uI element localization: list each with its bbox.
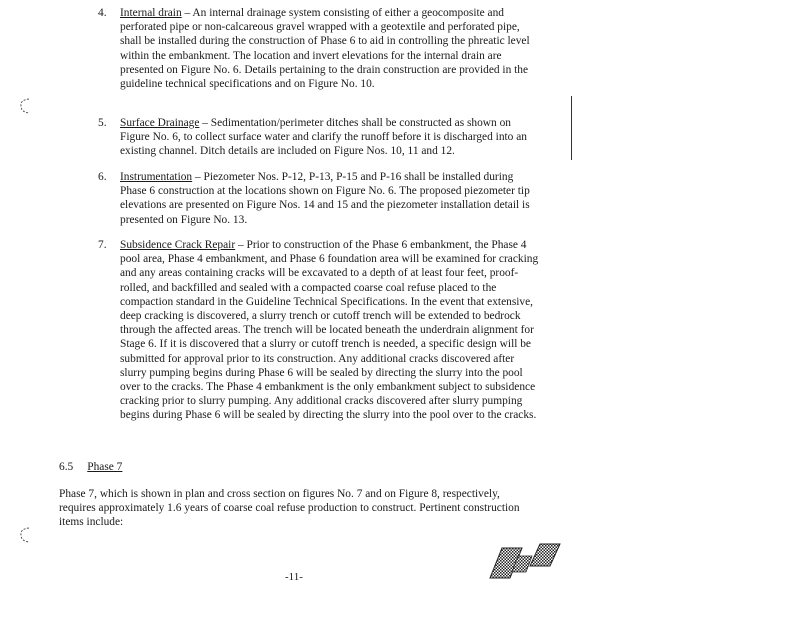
company-logo [488,542,562,580]
section-heading [59,461,122,473]
item-title: Subsidence Crack Repair [120,239,236,251]
punch-hole-mark-bottom [18,526,32,544]
item-number: 6. [98,171,107,183]
item-title: Surface Drainage [120,117,200,129]
item-text: – Prior to construction of the Phase 6 embankment, the Phase 4 pool area, Phase 4 embankment, and Phase 6 foundation area will be examined for cracking and any areas containing cracks will be excavated to a depth of at least four feet, proof-rolled, and backfilled and sealed with a compacted coarse coal refuse placed to the compaction standard in the Guideline Technical Specifications. In the event that extensive, deep cracking is discovered, a slurry trench or cutoff trench will be extended to bedrock through the affected areas. The trench will be located beneath the underdrain alignment for Stage 6. If it is discovered that a slurry or cutoff trench is needed, a specific design will be submitted for approval prior to its construction. Any additional cracks discovered after slurry pumping begins during Phase 6 will be sealed by directing the slurry into the pool over to the cracks. The Phase 4 embankment is the only embankment subject to subsidence cracking prior to slurry pumping. Any additional cracks discovered after slurry pumping begins during Phase 6 will be sealed by directing the slurry into the pool over to the cracks. [120,239,539,422]
item-number: 5. [98,117,107,129]
item-text: – An internal drainage system consisting of either a geocomposite and perforated pipe or non-calcareous gravel wrapped with a geotextile and perforated pipe, shall be installed during the construction of Phase 6 to aid in controlling the phreatic level within the embankment. The location and invert elevations for the internal drain are presented on Figure No. 6. Details pertaining to the drain construction are provided in the guideline technical specifications and on Figure No. 10. [120,7,530,91]
margin-rule [571,96,572,160]
item-number: 4. [98,7,107,19]
page-number: -11- [285,571,303,583]
section-number: 6.5 [59,461,74,473]
item-body [120,6,540,91]
item-body [120,170,540,227]
item-title: Internal drain [120,7,182,19]
section-title: Phase 7 [87,461,123,473]
item-body [120,238,540,423]
item-text: – Piezometer Nos. P-12, P-13, P-15 and P-16 shall be installed during Phase 6 construction at the locations shown on Figure No. 6. The proposed piezometer tip elevations are presented on Figure Nos. 14 and 15 and the piezometer installation detail is presented on Figure No. 13. [120,171,530,226]
punch-hole-mark-top [18,97,32,115]
item-title: Instrumentation [120,171,193,183]
item-number: 7. [98,239,107,251]
item-body [120,116,540,159]
section-paragraph: Phase 7, which is shown in plan and cross section on figures No. 7 and on Figure 8, respectively, requires approximately 1.6 years of coarse coal refuse production to construct. Pertinent construction items include: [59,488,520,529]
item-text: – Sedimentation/perimeter ditches shall be constructed as shown on Figure No. 6, to collect surface water and clarify the runoff before it is discharged into an existing channel. Ditch details are included on Figure Nos. 10, 11 and 12. [120,117,527,158]
